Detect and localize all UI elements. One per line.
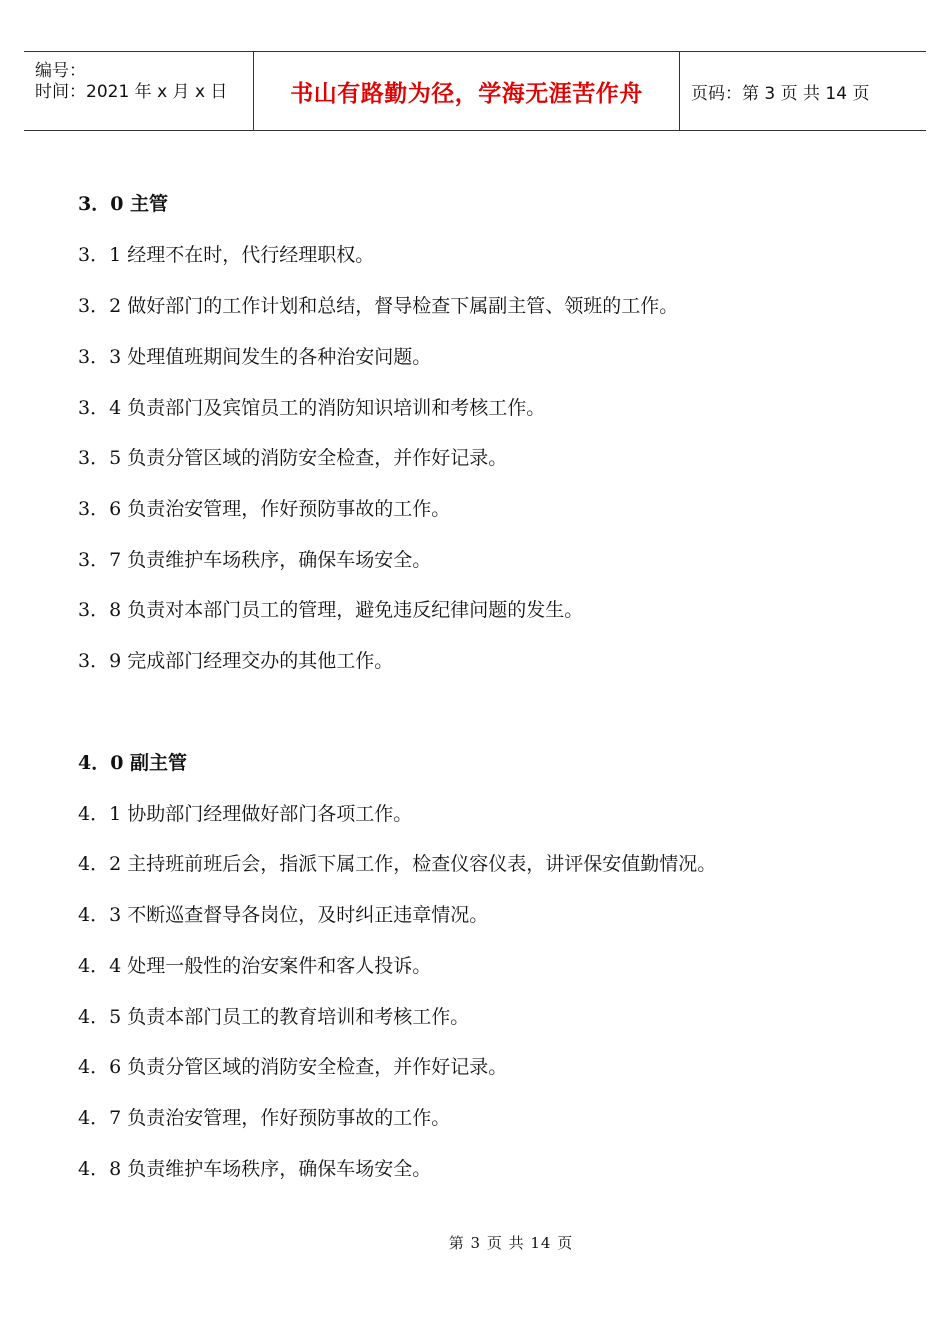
list-item: 4．6 负责分管区域的消防安全检查，并作好记录。 <box>78 1056 508 1078</box>
header-motto: 书山有路勤为径，学海无涯苦作舟 <box>290 80 643 107</box>
list-item: 4．5 负责本部门员工的教育培训和考核工作。 <box>78 1006 470 1028</box>
page-footer <box>0 1232 950 1253</box>
list-item: 3．6 负责治安管理，作好预防事故的工作。 <box>78 498 451 520</box>
list-item: 4．3 不断巡查督导各岗位，及时纠正违章情况。 <box>78 904 489 926</box>
list-item: 3．2 做好部门的工作计划和总结，督导检查下属副主管、领班的工作。 <box>78 295 679 317</box>
header-page-label: 页码：第 3 页 共 14 页 <box>691 83 870 104</box>
document-number-label: 编号： <box>35 61 86 81</box>
section-4-title: 4．0 副主管 <box>78 752 188 774</box>
list-item: 4．4 处理一般性的治安案件和客人投诉。 <box>78 955 432 977</box>
page-header <box>24 51 926 131</box>
list-item: 4．7 负责治安管理，作好预防事故的工作。 <box>78 1107 451 1129</box>
section-3-title: 3．0 主管 <box>78 193 169 215</box>
list-item: 3．8 负责对本部门员工的管理，避免违反纪律问题的发生。 <box>78 599 584 621</box>
list-item: 4．2 主持班前班后会，指派下属工作，检查仪容仪表，讲评保安值勤情况。 <box>78 853 717 875</box>
list-item: 4．8 负责维护车场秩序，确保车场安全。 <box>78 1158 432 1180</box>
list-item: 3．7 负责维护车场秩序，确保车场安全。 <box>78 549 432 571</box>
list-item: 3．9 完成部门经理交办的其他工作。 <box>78 650 394 672</box>
footer-page-number: 第 3 页 共 14 页 <box>448 1234 574 1252</box>
document-time-label: 时间：2021 年 x 月 x 日 <box>35 82 228 102</box>
list-item: 3．3 处理值班期间发生的各种治安问题。 <box>78 346 432 368</box>
header-motto-cell <box>254 52 680 130</box>
list-item: 3．5 负责分管区域的消防安全检查，并作好记录。 <box>78 447 508 469</box>
header-page-cell <box>680 52 926 130</box>
list-item: 3．4 负责部门及宾馆员工的消防知识培训和考核工作。 <box>78 397 546 419</box>
list-item: 4．1 协助部门经理做好部门各项工作。 <box>78 803 413 825</box>
list-item: 3．1 经理不在时，代行经理职权。 <box>78 244 375 266</box>
header-info-cell <box>24 52 254 130</box>
